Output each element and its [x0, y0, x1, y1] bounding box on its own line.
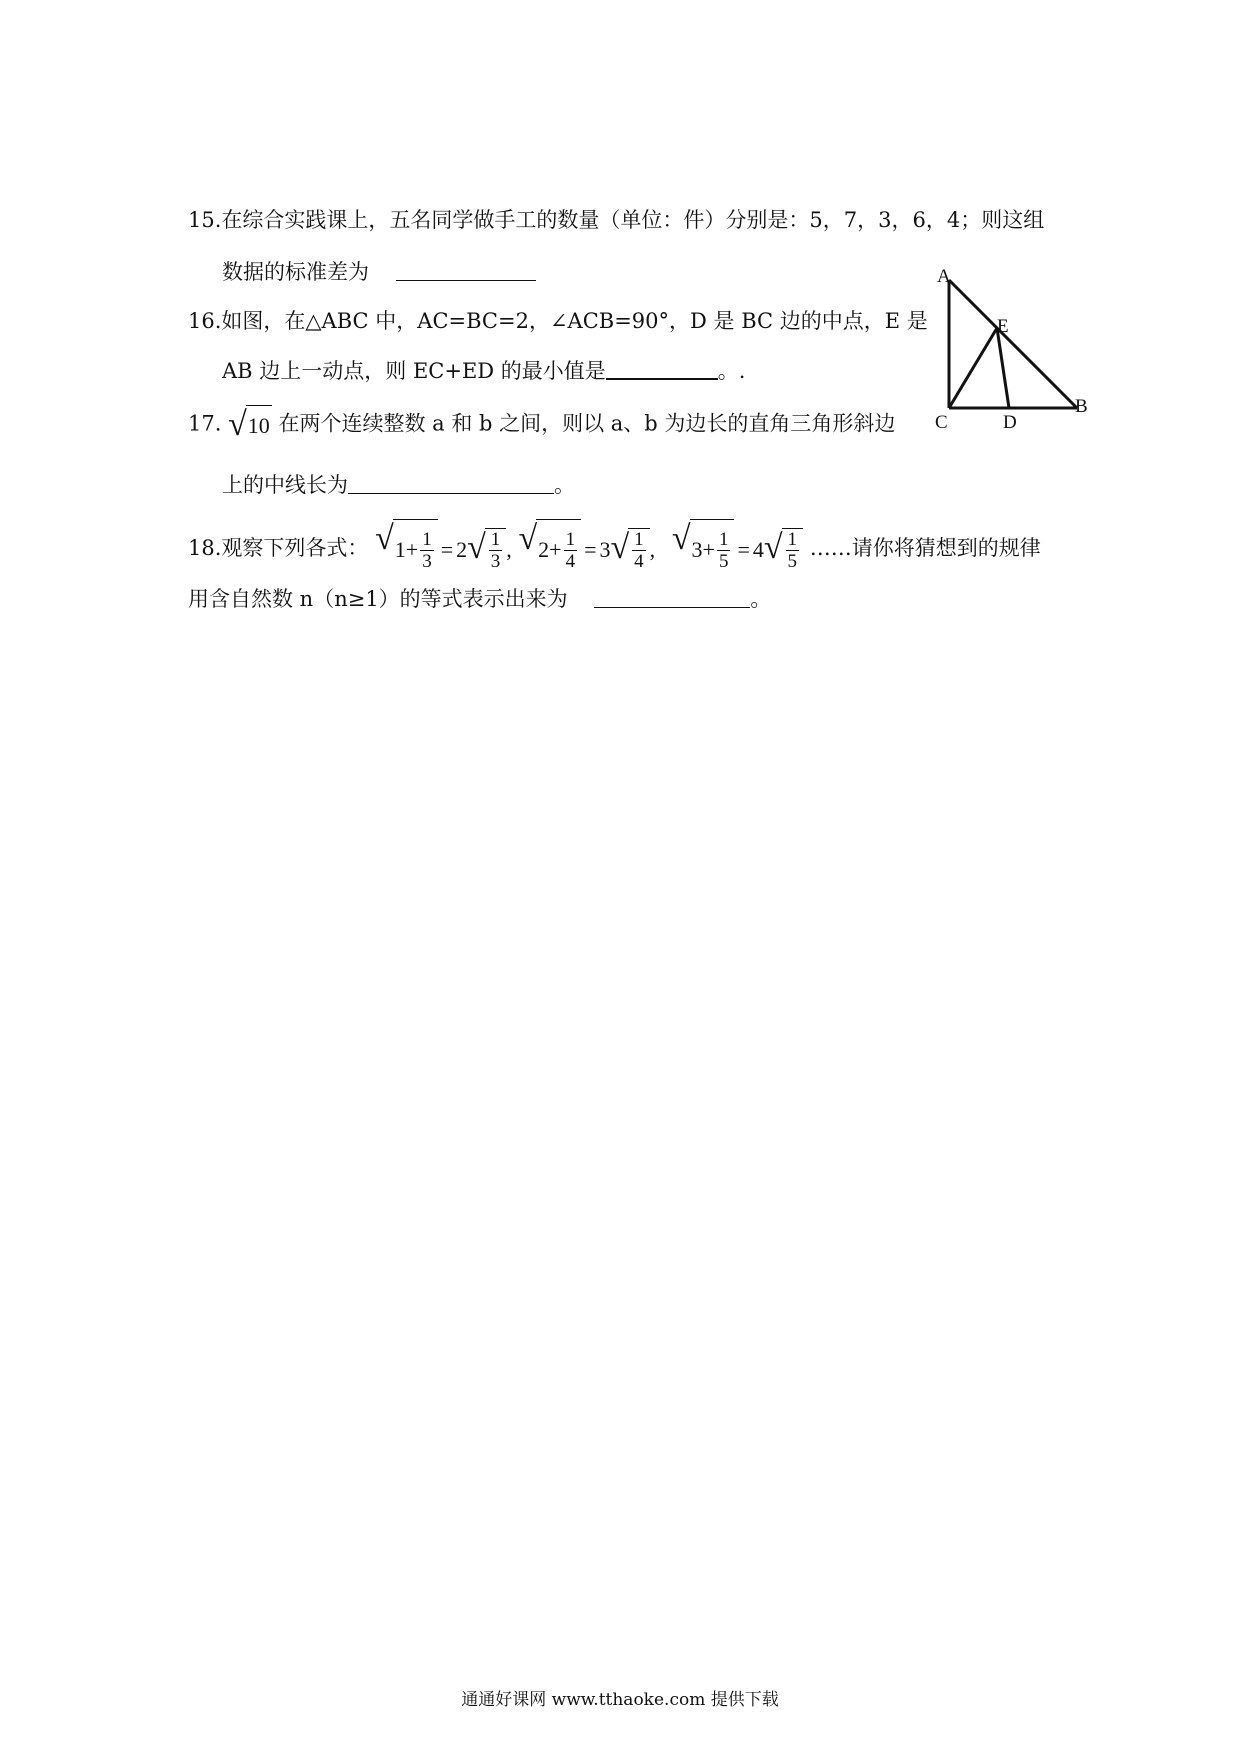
q17-answer-blank[interactable]	[348, 471, 554, 494]
q18-answer-blank[interactable]	[594, 585, 750, 608]
label-a: A	[937, 266, 951, 287]
q15-line1	[188, 205, 1044, 235]
q15-text-1: 15.在综合实践课上，五名同学做手工的数量（单位：件）分别是：5，7，3，6，4；则这组	[188, 208, 1045, 232]
q17-text-2: 上的中线长为	[222, 473, 348, 497]
q18-lead: 18.观察下列各式：	[188, 536, 369, 560]
footer-text: 通通好课网 www.tthaoke.com 提供下载	[461, 1690, 779, 1710]
q16-text-2: AB 边上一动点，则 EC+ED 的最小值是	[222, 359, 606, 383]
q18-equation-3: √ 3 + $\frac{1}{5}$ = 4 √ $\frac{1}{5}$	[672, 519, 803, 580]
q17-line2	[222, 470, 575, 500]
q17-number: 17.	[188, 411, 222, 436]
q17-end: 。	[554, 473, 575, 497]
q15-answer-blank[interactable]	[396, 258, 536, 281]
q17-sqrt	[228, 405, 272, 445]
label-b: B	[1075, 396, 1088, 417]
triangle-figure	[915, 262, 1105, 432]
radical-sign-icon: √	[228, 406, 247, 443]
q18-line2	[188, 584, 771, 614]
side-ab	[949, 280, 1077, 408]
q16-line2	[222, 356, 745, 386]
label-c: C	[935, 412, 948, 432]
q16-end: 。.	[717, 359, 746, 383]
q16-text-1: 16.如图，在△ABC 中，AC=BC=2，∠ACB=90°，D 是 BC 边的中点，E 是	[188, 309, 928, 333]
q16-line1	[188, 306, 928, 336]
q16-answer-blank[interactable]	[606, 356, 718, 380]
q15-text-2: 数据的标准差为	[222, 260, 369, 284]
q18-end: 。	[750, 587, 772, 611]
q17-radicand: 10	[247, 412, 270, 438]
q17-text-1: 在两个连续整数 a 和 b 之间，则以 a、b 为边长的直角三角形斜边	[278, 411, 896, 436]
q18-line1	[188, 518, 1041, 580]
q18-tail: ……请你将猜想到的规律	[809, 536, 1041, 560]
segment-ec	[949, 328, 997, 408]
q18-text-2: 用含自然数 n（n≥1）的等式表示出来为	[188, 587, 568, 611]
label-d: D	[1003, 412, 1017, 432]
footer	[0, 1685, 1240, 1710]
q15-line2	[222, 257, 536, 287]
q18-equation-1: √ 1 + $\frac{1}{3}$ = 2 √ $\frac{1}{3}$ ,	[375, 519, 512, 580]
q18-equation-2: √ 2 + $\frac{1}{4}$ = 3 √ $\frac{1}{4}$ ,	[518, 519, 655, 580]
q17-line1	[188, 405, 895, 445]
label-e: E	[997, 316, 1009, 337]
